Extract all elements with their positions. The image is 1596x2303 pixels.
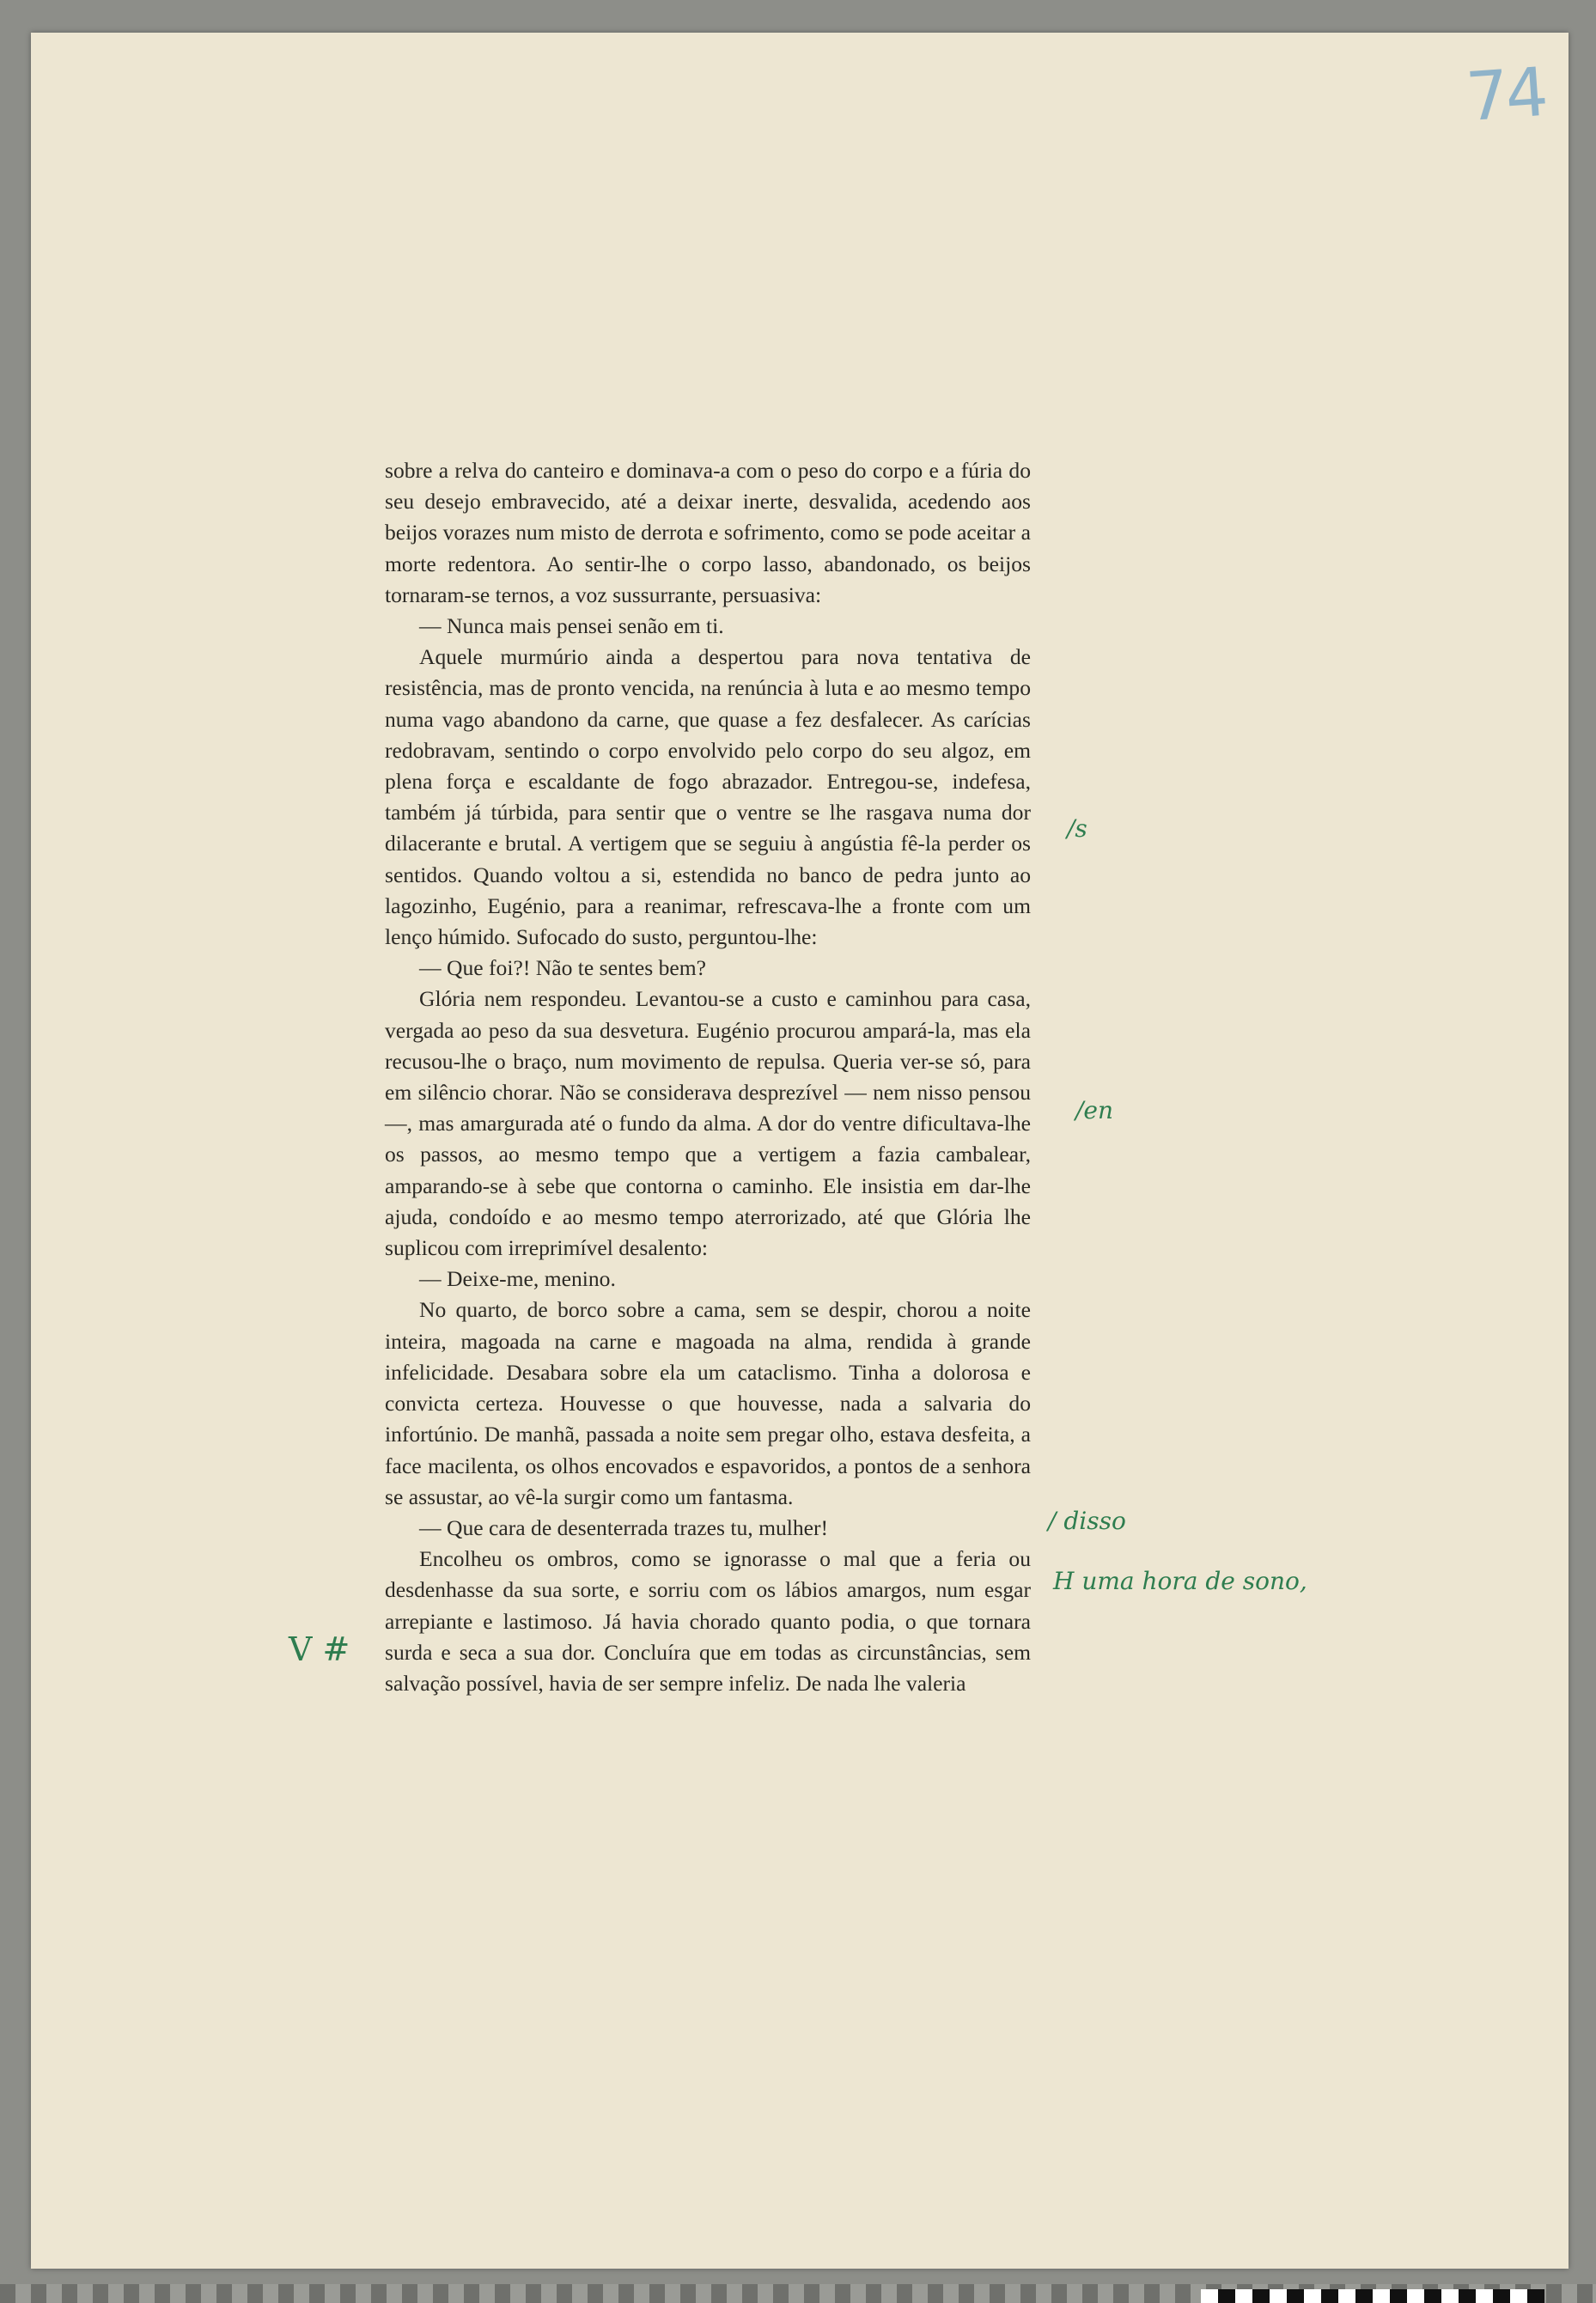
color-calibration-strip <box>1201 2289 1544 2303</box>
margin-note-hora: H uma hora de sono, <box>1053 1567 1307 1595</box>
manuscript-page <box>31 33 1569 2269</box>
dialog-line-4: — Que cara de desenterrada trazes tu, mulher! <box>419 1514 829 1540</box>
margin-note-disso: / disso <box>1048 1507 1126 1535</box>
paragraph-3: Glória nem respondeu. Levantou-se a custo e caminhou para casa, vergada ao peso da sua desvetura. Eugénio procurou ampará-la, mas ela recusou-lhe o braço, num movimento de repulsa. Queria ver-se só, para em silêncio chorar. Não se considerava desprezível — nem nisso pensou —, mas amargurada até o fundo da alma. A dor do ventre dificultava-lhe os passos, ao mesmo tempo que a vertigem a fazia cambalear, amparando-se à sebe que contorna o caminho. Ele insistia em dar-lhe ajuda, condoído e ao mesmo tempo aterrorizado, até que Glória lhe suplicou com irreprimível desalento: <box>385 986 1031 1261</box>
scan-scale-bar <box>0 2284 1596 2303</box>
paragraph-2: Aquele murmúrio ainda a despertou para nova tentativa de resistência, mas de pronto vencida, na renúncia à luta e ao mesmo tempo numa vago abandono da carne, que quase a fez desfalecer. As carícias redobravam, sentindo o corpo envolvido pelo corpo do seu algoz, em plena força e escaldante de fogo abrazador. Entregou-se, indefesa, também já túrbida, para sentir que o ventre se lhe rasgava numa dor dilacerante e brutal. A vertigem que se seguiu à angústia fê-la perder os sentidos. Quando voltou a si, estendida no banco de pedra junto ao lagozinho, Eugénio, para a reanimar, refrescava-lhe a fronte com um lenço húmido. Sufocado do susto, perguntou-lhe: <box>385 644 1031 950</box>
paragraph-5: Encolheu os ombros, como se ignorasse o mal que a feria ou desdenhasse da sua sorte, e sorriu com os lábios amargos, num esgar arrepiante e lastimoso. Já havia chorado quanto podia, o que tornara surda e seca a sua dor. Concluíra que em todas as circunstâncias, sem salvação possível, havia de ser sempre infeliz. De nada lhe valeria <box>385 1546 1031 1696</box>
margin-mark-left: V # <box>289 1630 350 1668</box>
body-text <box>385 455 1031 1699</box>
page-number: 74 <box>1463 53 1548 137</box>
dialog-line-3: — Deixe-me, menino. <box>419 1266 616 1292</box>
dialog-line-2: — Que foi?! Não te sentes bem? <box>419 955 707 981</box>
paragraph-4: No quarto, de borco sobre a cama, sem se despir, chorou a noite inteira, magoada na carne e magoada na alma, rendida à grande infelicidade. Desabara sobre ela um cataclismo. Tinha a dolorosa e convicta certeza. Houvesse o que houvesse, nada a salvaria do infortúnio. De manhã, passada a noite sem pregar olho, estava desfeita, a face macilenta, os olhos encovados e espavoridos, a pontos de a senhora se assustar, ao vê-la surgir como um fantasma. <box>385 1297 1031 1509</box>
paragraph-1: sobre a relva do canteiro e dominava-a com o peso do corpo e a fúria do seu desejo embravecido, até a deixar inerte, desvalida, acedendo aos beijos vorazes num misto de derrota e sofrimento, como se pode aceitar a morte redentora. Ao sentir-lhe o corpo lasso, abandonado, os beijos tornaram-se ternos, a voz sussurrante, persuasiva: <box>385 458 1031 607</box>
margin-note-s: /s <box>1067 814 1087 843</box>
margin-note-en: /en <box>1075 1096 1114 1124</box>
dialog-line-1: — Nunca mais pensei senão em ti. <box>419 613 724 639</box>
